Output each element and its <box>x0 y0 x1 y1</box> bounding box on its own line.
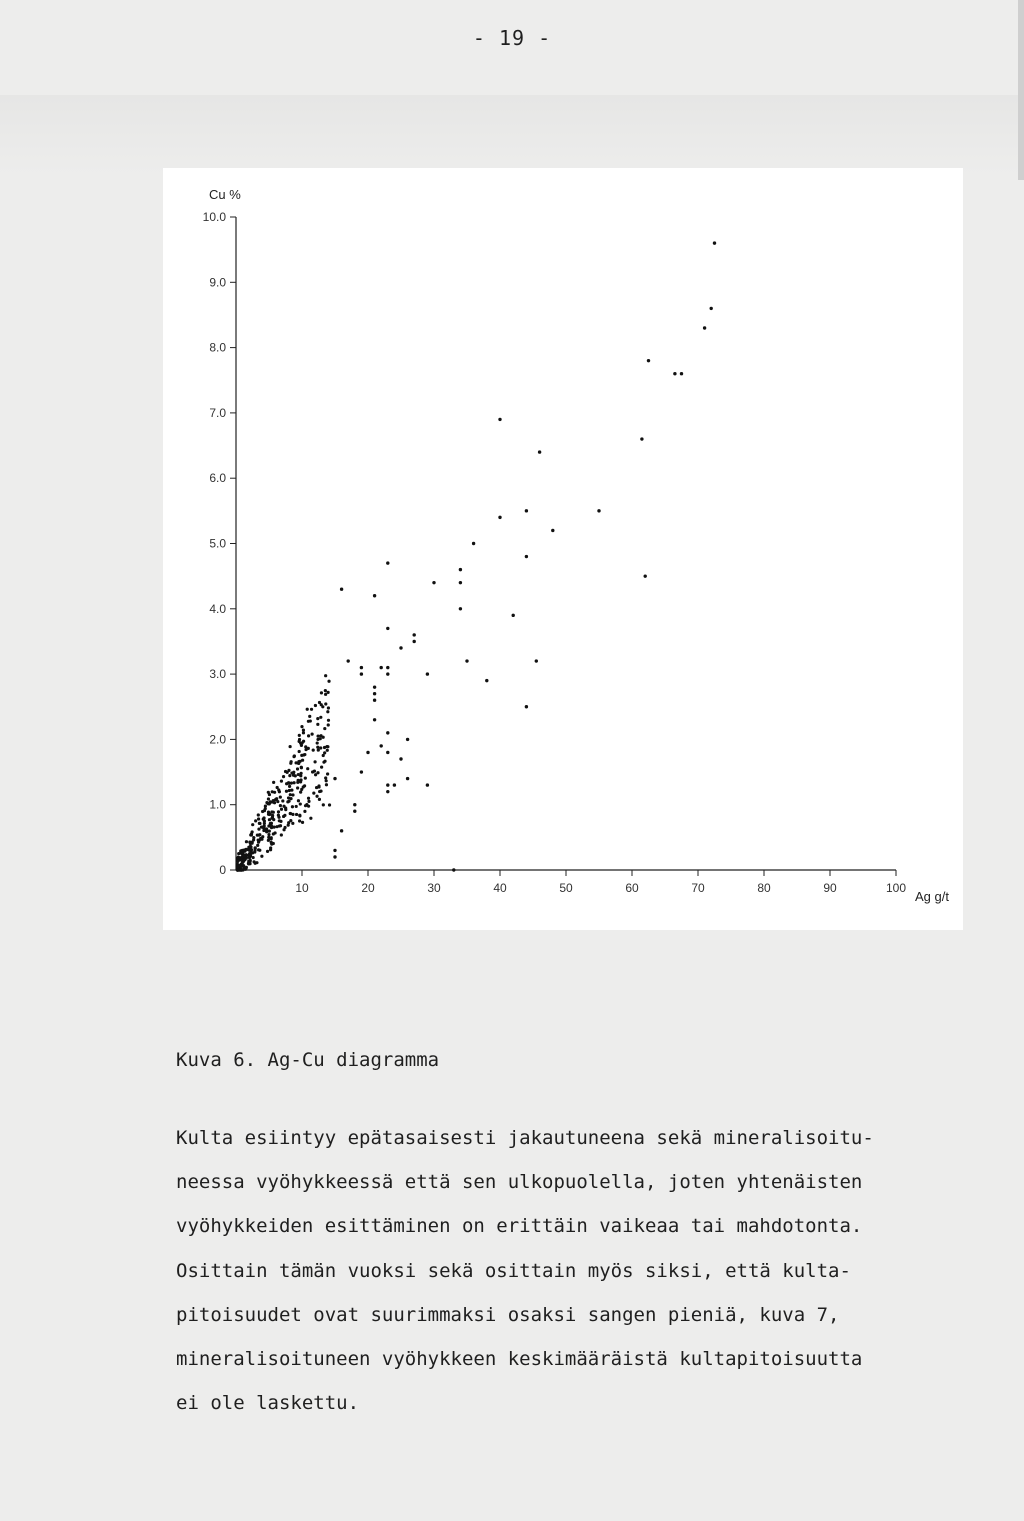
data-point <box>373 718 376 721</box>
body-line: Osittain tämän vuoksi sekä osittain myös siksi, että kulta- <box>176 1259 851 1282</box>
data-point <box>295 805 298 808</box>
data-point <box>525 555 528 558</box>
data-point <box>472 542 475 545</box>
data-point <box>289 793 292 796</box>
data-point <box>710 307 713 310</box>
data-point <box>308 715 311 718</box>
data-point <box>265 828 268 831</box>
data-point <box>319 737 322 740</box>
data-point <box>289 797 292 800</box>
data-point <box>288 785 291 788</box>
data-point <box>266 850 269 853</box>
data-point <box>299 791 302 794</box>
data-point <box>282 775 285 778</box>
data-point <box>306 708 309 711</box>
data-point <box>307 797 310 800</box>
data-point <box>325 779 328 782</box>
data-point <box>245 848 248 851</box>
data-point <box>326 772 329 775</box>
body-line: mineralisoituneen vyöhykkeen keskimääräistä kultapitoisuutta <box>176 1347 863 1370</box>
data-point <box>300 754 303 757</box>
data-point <box>287 824 290 827</box>
data-point <box>272 811 275 814</box>
data-point <box>393 783 396 786</box>
data-point <box>426 783 429 786</box>
data-point <box>380 744 383 747</box>
data-point <box>459 568 462 571</box>
data-point <box>426 672 429 675</box>
data-point <box>512 614 515 617</box>
data-point <box>289 745 292 748</box>
data-point <box>280 780 283 783</box>
ag-cu-scatter-chart <box>163 168 963 930</box>
data-point <box>380 666 383 669</box>
data-point <box>251 823 254 826</box>
data-point <box>296 767 299 770</box>
data-point <box>273 801 276 804</box>
data-point <box>465 659 468 662</box>
data-point <box>326 749 329 752</box>
data-point <box>236 868 239 871</box>
data-point <box>386 666 389 669</box>
data-point <box>302 731 305 734</box>
data-point <box>300 725 303 728</box>
data-point <box>279 796 282 799</box>
data-point <box>286 800 289 803</box>
data-point <box>386 731 389 734</box>
data-point <box>267 833 270 836</box>
data-point <box>250 848 253 851</box>
data-point <box>277 816 280 819</box>
data-point <box>282 828 285 831</box>
data-point <box>406 738 409 741</box>
data-point <box>535 659 538 662</box>
data-point <box>277 810 280 813</box>
data-point <box>260 855 263 858</box>
data-point <box>316 717 319 720</box>
data-point <box>644 574 647 577</box>
data-point <box>270 836 273 839</box>
data-point <box>307 734 310 737</box>
data-point <box>320 691 323 694</box>
data-point <box>290 760 293 763</box>
data-point <box>340 829 343 832</box>
data-point <box>271 814 274 817</box>
data-point <box>327 680 330 683</box>
data-point <box>260 825 263 828</box>
data-point <box>309 817 312 820</box>
y-tick-label: 9.0 <box>209 275 226 290</box>
body-line: ei ole laskettu. <box>176 1392 360 1415</box>
data-point <box>347 659 350 662</box>
data-point <box>311 733 314 736</box>
data-point <box>360 666 363 669</box>
data-point <box>373 692 376 695</box>
data-point <box>275 797 278 800</box>
data-point <box>413 633 416 636</box>
data-point <box>293 754 296 757</box>
body-paragraph <box>176 1116 874 1425</box>
y-tick-label: 0 <box>219 863 226 877</box>
y-axis-label: Cu % <box>209 187 241 202</box>
data-point <box>267 797 270 800</box>
data-point <box>452 868 455 871</box>
data-point <box>300 772 303 775</box>
y-tick-label: 7.0 <box>209 405 226 420</box>
data-point <box>314 704 317 707</box>
data-point <box>386 783 389 786</box>
body-line: Kulta esiintyy epätasaisesti jakautuneena sekä mineralisoitu- <box>176 1127 874 1149</box>
data-point <box>310 708 313 711</box>
data-point <box>269 848 272 851</box>
data-point <box>525 705 528 708</box>
data-point <box>272 781 275 784</box>
y-tick-label: 1.0 <box>209 797 226 812</box>
data-point <box>316 746 319 749</box>
data-point <box>360 770 363 773</box>
x-tick-label: 90 <box>823 881 837 895</box>
x-tick-label: 80 <box>757 881 771 895</box>
data-point <box>551 529 554 532</box>
page-number: - 19 - <box>472 26 552 50</box>
data-point <box>279 804 282 807</box>
data-point <box>288 789 291 792</box>
data-point <box>242 858 245 861</box>
data-point <box>280 808 283 811</box>
data-point <box>268 793 271 796</box>
data-point <box>267 839 270 842</box>
data-point <box>287 781 290 784</box>
body-line: pitoisuudet ovat suurimmaksi osaksi sangen pieniä, kuva 7, <box>176 1303 840 1326</box>
data-point <box>245 840 248 843</box>
x-tick-label: 100 <box>885 881 907 895</box>
y-tick-label: 3.0 <box>209 667 226 682</box>
data-point <box>249 845 252 848</box>
data-point <box>261 810 264 813</box>
data-point <box>297 760 300 763</box>
data-point <box>307 747 310 750</box>
chart-axes <box>236 217 896 870</box>
data-point <box>263 819 266 822</box>
x-axis-label: Ag g/t <box>915 889 949 904</box>
data-point <box>258 822 261 825</box>
data-point <box>272 818 275 821</box>
data-point <box>251 840 254 843</box>
data-point <box>257 841 260 844</box>
data-point <box>538 450 541 453</box>
data-point <box>406 777 409 780</box>
data-point <box>316 735 319 738</box>
data-point <box>325 783 328 786</box>
chart-points <box>236 241 716 871</box>
data-point <box>324 702 327 705</box>
data-point <box>238 864 241 867</box>
data-point <box>326 710 329 713</box>
data-point <box>281 799 284 802</box>
data-point <box>328 803 331 806</box>
y-tick-label: 6.0 <box>209 471 226 486</box>
data-point <box>304 804 307 807</box>
y-tick-label: 5.0 <box>209 536 226 551</box>
y-tick-label: 4.0 <box>209 601 226 616</box>
data-point <box>301 821 304 824</box>
data-point <box>273 791 276 794</box>
data-point <box>640 437 643 440</box>
data-point <box>673 372 676 375</box>
data-point <box>304 777 307 780</box>
y-tick-label: 10.0 <box>202 210 226 224</box>
data-point <box>236 859 239 862</box>
data-point <box>386 672 389 675</box>
data-point <box>247 859 250 862</box>
data-point <box>295 813 298 816</box>
data-point <box>319 716 322 719</box>
data-point <box>317 785 320 788</box>
data-point <box>296 786 299 789</box>
data-point <box>323 760 326 763</box>
data-point <box>247 854 250 857</box>
data-point <box>298 819 301 822</box>
data-point <box>254 819 257 822</box>
data-point <box>366 751 369 754</box>
data-point <box>257 817 260 820</box>
data-point <box>323 751 326 754</box>
x-tick-label: 10 <box>295 881 309 895</box>
data-point <box>323 727 326 730</box>
data-point <box>280 833 283 836</box>
data-point <box>399 646 402 649</box>
data-point <box>240 851 243 854</box>
data-point <box>485 679 488 682</box>
data-point <box>291 813 294 816</box>
figure-panel <box>163 168 963 930</box>
data-point <box>300 766 303 769</box>
data-point <box>283 814 286 817</box>
data-point <box>258 849 261 852</box>
data-point <box>373 685 376 688</box>
data-point <box>307 800 310 803</box>
data-point <box>319 746 322 749</box>
data-point <box>301 741 304 744</box>
data-point <box>257 813 260 816</box>
data-point <box>316 771 319 774</box>
data-point <box>316 741 319 744</box>
data-point <box>333 855 336 858</box>
data-point <box>498 418 501 421</box>
data-point <box>299 780 302 783</box>
data-point <box>324 693 327 696</box>
data-point <box>324 674 327 677</box>
data-point <box>298 814 301 817</box>
data-point <box>272 832 275 835</box>
data-point <box>312 749 315 752</box>
data-point <box>327 691 330 694</box>
data-point <box>340 588 343 591</box>
body-line: neessa vyöhykkeessä että sen ulkopuolella, joten yhtenäisten <box>176 1171 863 1194</box>
data-point <box>276 786 279 789</box>
data-point <box>319 734 322 737</box>
data-point <box>299 802 302 805</box>
data-point <box>647 359 650 362</box>
data-point <box>270 824 273 827</box>
data-point <box>313 769 316 772</box>
data-point <box>253 849 256 852</box>
data-point <box>597 509 600 512</box>
body-line: vyöhykkeiden esittäminen on erittäin vaikeaa tai mahdotonta. <box>176 1215 863 1238</box>
data-point <box>258 833 261 836</box>
x-tick-label: 50 <box>559 881 573 895</box>
data-point <box>298 750 301 753</box>
data-point <box>268 830 271 833</box>
data-point <box>288 774 291 777</box>
data-point <box>278 819 281 822</box>
data-point <box>353 803 356 806</box>
data-point <box>315 795 318 798</box>
data-point <box>320 766 323 769</box>
data-point <box>313 760 316 763</box>
data-point <box>703 326 706 329</box>
x-tick-label: 20 <box>361 881 375 895</box>
data-point <box>291 822 294 825</box>
data-point <box>325 745 328 748</box>
data-point <box>680 372 683 375</box>
data-point <box>399 757 402 760</box>
scan-shadow-band <box>0 95 1024 175</box>
data-point <box>297 799 300 802</box>
data-point <box>253 862 256 865</box>
data-point <box>324 776 327 779</box>
data-point <box>360 672 363 675</box>
data-point <box>713 241 716 244</box>
data-point <box>259 837 262 840</box>
data-point <box>353 810 356 813</box>
data-point <box>324 689 327 692</box>
data-point <box>459 607 462 610</box>
data-point <box>298 734 301 737</box>
figure-caption: Kuva 6. Ag-Cu diagramma <box>176 1049 440 1071</box>
data-point <box>240 868 243 871</box>
data-point <box>373 594 376 597</box>
data-point <box>285 790 288 793</box>
y-tick-label: 2.0 <box>209 732 226 747</box>
data-point <box>292 781 295 784</box>
chart-ticks <box>203 210 907 895</box>
data-point <box>303 753 306 756</box>
data-point <box>290 771 293 774</box>
data-point <box>317 748 320 751</box>
data-point <box>386 627 389 630</box>
data-point <box>312 792 315 795</box>
data-point <box>413 640 416 643</box>
data-point <box>432 581 435 584</box>
data-point <box>256 844 259 847</box>
data-point <box>284 807 287 810</box>
data-point <box>333 849 336 852</box>
y-tick-label: 8.0 <box>209 340 226 355</box>
data-point <box>327 719 330 722</box>
data-point <box>264 804 267 807</box>
data-point <box>373 699 376 702</box>
data-point <box>307 720 310 723</box>
x-tick-label: 60 <box>625 881 639 895</box>
data-point <box>319 790 322 793</box>
data-point <box>386 561 389 564</box>
data-point <box>302 785 305 788</box>
data-point <box>250 832 253 835</box>
data-point <box>268 818 271 821</box>
data-point <box>459 581 462 584</box>
data-point <box>316 723 319 726</box>
data-point <box>318 798 321 801</box>
data-point <box>257 828 260 831</box>
data-point <box>386 790 389 793</box>
x-tick-label: 70 <box>691 881 705 895</box>
data-point <box>279 824 282 827</box>
data-point <box>525 509 528 512</box>
data-point <box>333 777 336 780</box>
x-tick-label: 30 <box>427 881 441 895</box>
data-point <box>498 516 501 519</box>
data-point <box>284 770 287 773</box>
data-point <box>289 819 292 822</box>
data-point <box>269 800 272 803</box>
data-point <box>291 793 294 796</box>
data-point <box>322 803 325 806</box>
data-point <box>303 810 306 813</box>
x-tick-label: 40 <box>493 881 507 895</box>
data-point <box>272 842 275 845</box>
data-point <box>386 751 389 754</box>
data-point <box>327 723 330 726</box>
data-point <box>291 805 294 808</box>
data-point <box>327 706 330 709</box>
data-point <box>306 767 309 770</box>
data-point <box>320 703 323 706</box>
